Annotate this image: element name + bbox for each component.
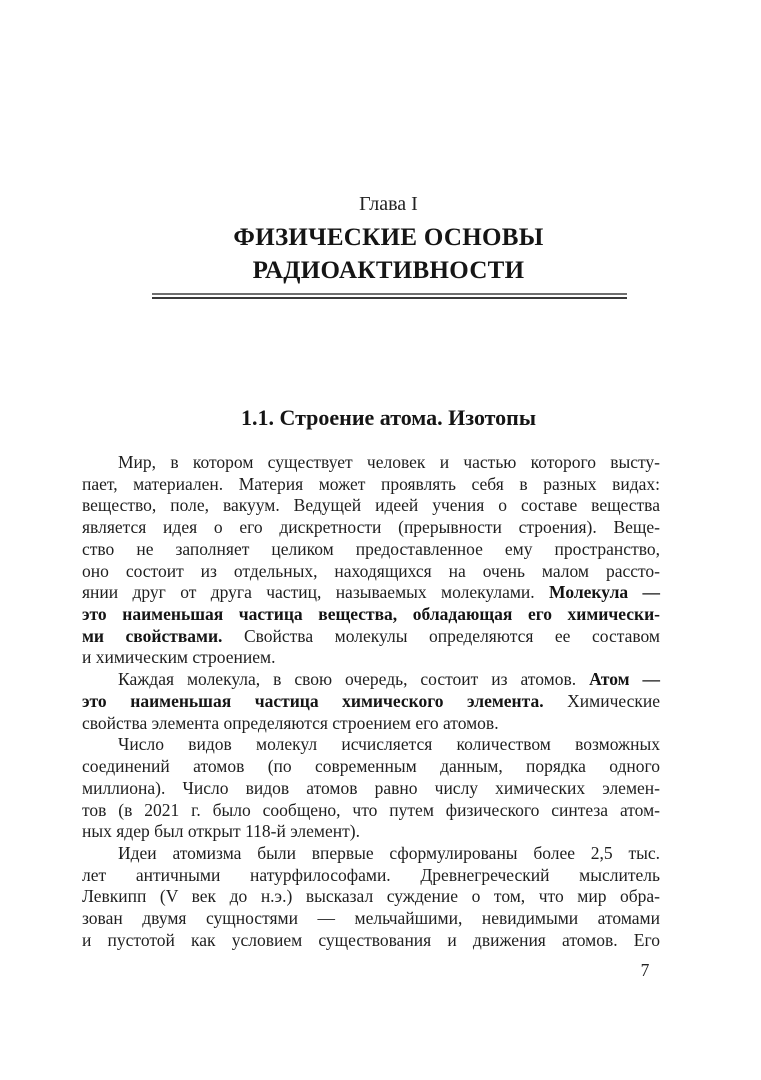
page-number: 7 bbox=[640, 960, 650, 980]
text-line: вещество, поле, вакуум. Ведущей идеей учения о составе вещества bbox=[82, 495, 660, 516]
text-line: и химическим строением. bbox=[82, 647, 276, 668]
body-text bbox=[82, 452, 660, 952]
text-line: оно состоит из отдельных, находящихся на очень малом рассто- bbox=[82, 560, 660, 581]
text-line: Идеи атомизма были впервые сформулированы более 2,5 тыс. bbox=[118, 842, 660, 863]
text-line: Левкипп (V век до н.э.) высказал суждение о том, что мир обра- bbox=[82, 886, 660, 907]
text-line: зован двумя сущностями — мельчайшими, невидимыми атомами bbox=[82, 908, 660, 929]
chapter-title bbox=[0, 221, 761, 287]
chapter-title-line-2: РАДИОАКТИВНОСТИ bbox=[252, 257, 525, 284]
text-line: это наименьшая частица химического элемента. Химические bbox=[82, 690, 660, 711]
text-line: миллиона). Число видов атомов равно числу химических элемен- bbox=[82, 777, 660, 798]
text-line: Число видов молекул исчисляется количеством возможных bbox=[118, 734, 660, 755]
text-line: свойства элемента определяются строением его атомов. bbox=[82, 712, 499, 733]
text-line: ми свойствами. Свойства молекулы определяются ее составом bbox=[82, 625, 660, 646]
text-line: Мир, в котором существует человек и частью которого высту- bbox=[118, 452, 660, 472]
text-line: ных ядер был открыт 118-й элемент). bbox=[82, 821, 360, 842]
text-line: это наименьшая частица вещества, обладающая его химически- bbox=[82, 604, 660, 625]
section-title: 1.1. Строение атома. Изотопы bbox=[240, 405, 537, 430]
text-line: тов (в 2021 г. было сообщено, что путем физического синтеза атом- bbox=[82, 799, 660, 820]
text-line: ство не заполняет целиком предоставленное ему пространство, bbox=[82, 538, 660, 559]
text-line: является идея о его дискретности (прерывности строения). Веще- bbox=[82, 517, 660, 538]
text-line: соединений атомов (по современным данным, порядка одного bbox=[82, 756, 660, 777]
text-line: Каждая молекула, в свою очередь, состоит из атомов. Атом — bbox=[118, 669, 660, 690]
text-line: и пустотой как условием существования и движения атомов. Его bbox=[82, 929, 660, 950]
rule-bottom-line bbox=[152, 297, 627, 299]
chapter-label: Глава I bbox=[359, 193, 418, 215]
chapter-title-line-1: ФИЗИЧЕСКИЕ ОСНОВЫ bbox=[233, 224, 544, 251]
text-line: янии друг от друга частиц, называемых молекулами. Молекула — bbox=[82, 582, 661, 603]
text-line: лет античными натурфилософами. Древнегреческий мыслитель bbox=[82, 864, 660, 885]
double-rule bbox=[152, 293, 627, 301]
text-line: пает, материален. Материя может проявлять себя в разных видах: bbox=[82, 473, 660, 494]
